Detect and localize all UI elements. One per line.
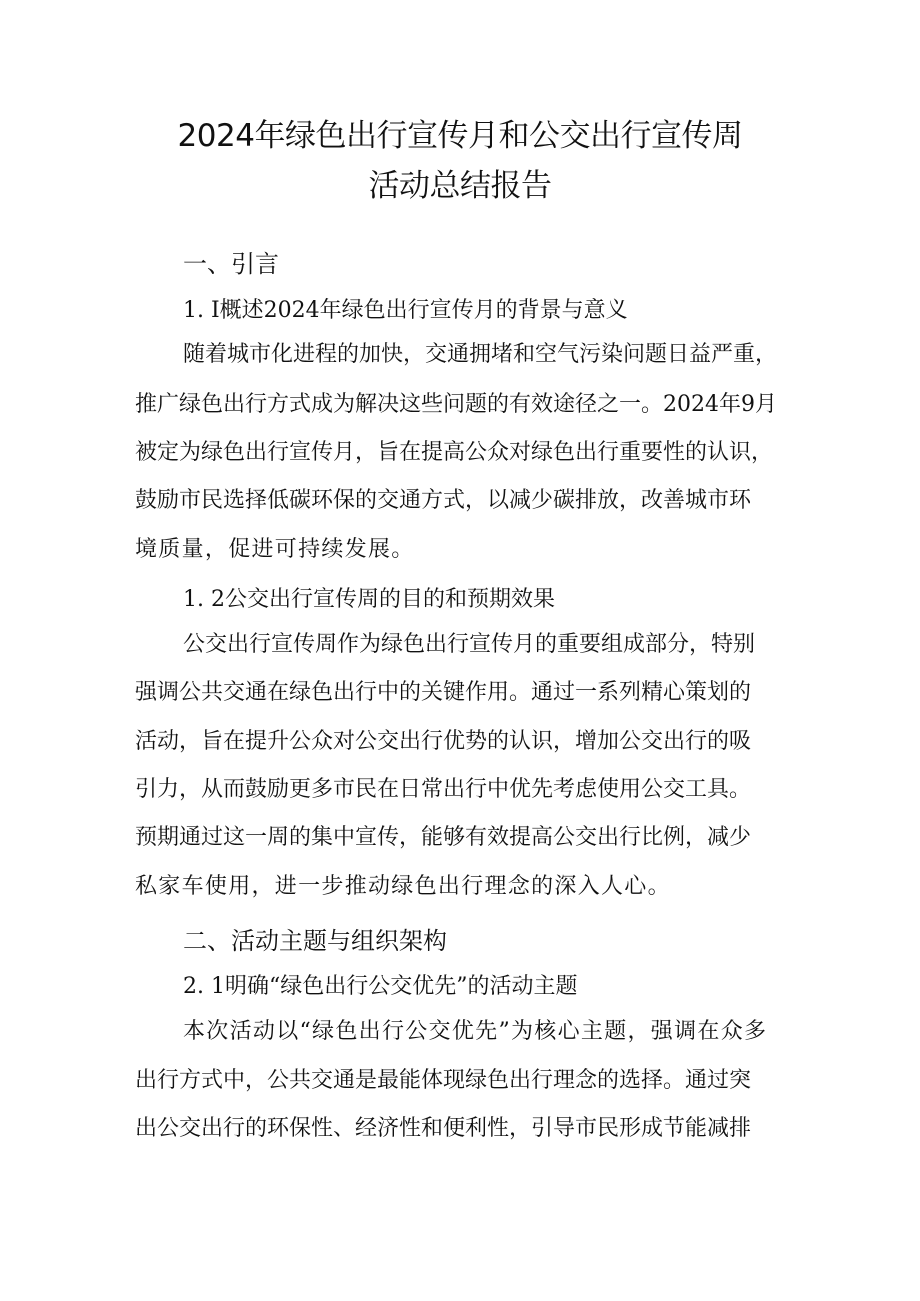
paragraph-line: 被定为绿色出行宣传月，旨在提高公众对绿色出行重要性的认识， <box>135 440 774 465</box>
section-heading-introduction: 一、引言 <box>183 250 279 278</box>
subsection-heading-1-1: 1. I概述2024年绿色出行宣传月的背景与意义 <box>183 298 628 323</box>
section-heading-theme-organization: 二、活动主题与组织架构 <box>183 927 447 955</box>
paragraph-line: 出公交出行的环保性、经济性和便利性，引导市民形成节能减排 <box>135 1116 752 1141</box>
paragraph-line: 境质量，促进可持续发展。 <box>135 537 415 562</box>
paragraph-line: 推广绿色出行方式成为解决这些问题的有效途径之一。2024年9月 <box>135 392 777 417</box>
paragraph-line: 鼓励市民选择低碳环保的交通方式，以减少碳排放，改善城市环 <box>135 488 752 513</box>
subsection-heading-1-2: 1. 2公交出行宣传周的目的和预期效果 <box>183 587 555 612</box>
paragraph-line: 出行方式中，公共交通是最能体现绿色出行理念的选择。通过突 <box>135 1068 752 1093</box>
paragraph-line: 私家车使用，进一步推动绿色出行理念的深入人心。 <box>135 874 671 899</box>
subsection-heading-2-1: 2. 1明确“绿色出行公交优先”的活动主题 <box>183 974 578 999</box>
paragraph-line: 活动，旨在提升公众对公交出行优势的认识，增加公交出行的吸 <box>135 729 752 754</box>
document-title-line-1: 2024年绿色出行宣传月和公交出行宣传周 <box>177 118 743 154</box>
paragraph-line: 随着城市化进程的加快，交通拥堵和空气污染问题日益严重， <box>183 342 778 367</box>
paragraph-line: 公交出行宣传周作为绿色出行宣传月的重要组成部分，特别 <box>183 632 756 657</box>
paragraph-line: 引力，从而鼓励更多市民在日常出行中优先考虑使用公交工具。 <box>135 777 752 802</box>
document-title-line-2: 活动总结报告 <box>368 168 552 204</box>
paragraph-line: 本次活动以“绿色出行公交优先”为核心主题，强调在众多 <box>183 1019 768 1044</box>
paragraph-line: 强调公共交通在绿色出行中的关键作用。通过一系列精心策划的 <box>135 680 752 705</box>
paragraph-line: 预期通过这一周的集中宣传，能够有效提高公交出行比例，减少 <box>135 825 752 850</box>
